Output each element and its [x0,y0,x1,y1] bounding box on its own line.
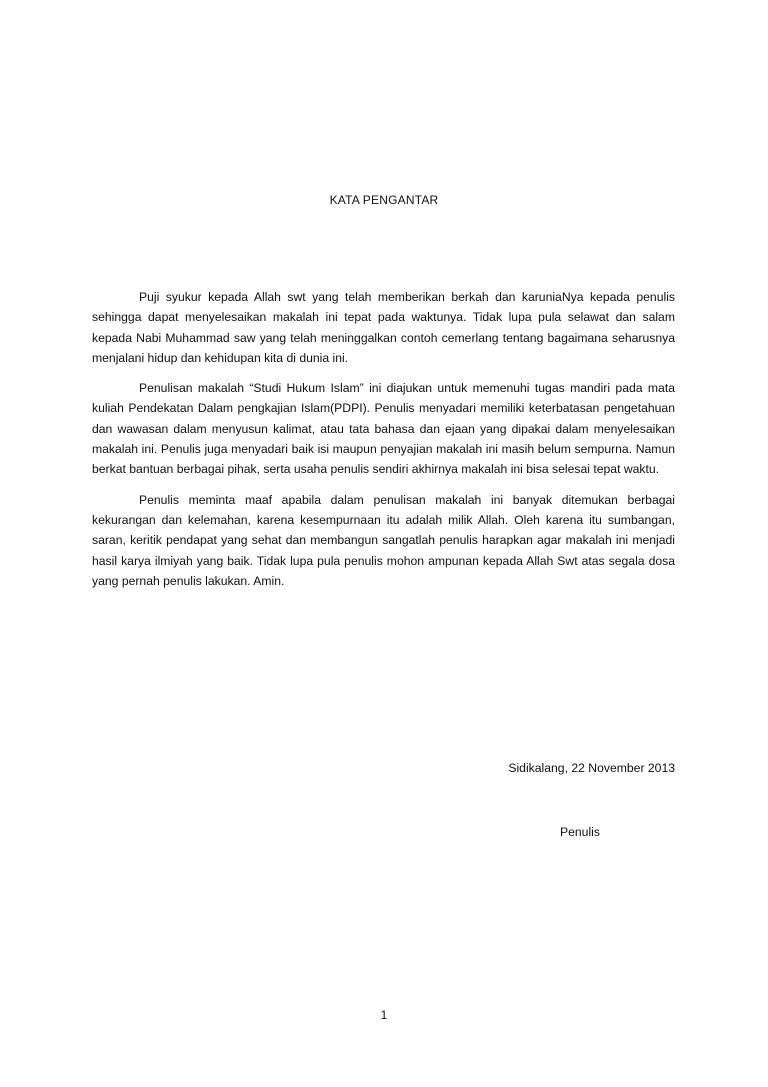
place-date: Sidikalang, 22 November 2013 [508,761,675,775]
page-number: 1 [380,1008,388,1022]
signer-label: Penulis [560,825,600,839]
page-title: KATA PENGANTAR [329,193,439,207]
document-body [92,287,675,601]
paragraph-3: Penulis meminta maaf apabila dalam penulisan makalah ini banyak ditemukan berbagai kekurangan dan kelemahan, karena kesempurnaan itu adalah milik Allah. Oleh karena itu sumbangan, saran, keritik pendapat yang sehat dan membangun sangatlah penulis harapkan agar makalah ini menjadi hasil karya ilmiyah yang baik. Tidak lupa pula penulis mohon ampunan kepada Allah Swt atas segala dosa yang pernah penulis lakukan. Amin. [92,492,675,588]
paragraph-1: Puji syukur kepada Allah swt yang telah memberikan berkah dan karuniaNya kepada penulis sehingga dapat menyelesaikan makalah ini tepat pada waktunya. Tidak lupa pula selawat dan salam kepada Nabi Muhammad saw yang telah meninggalkan contoh cemerlang tentang bagaimana seharusnya menjalani hidup dan kehidupan kita di dunia ini. [92,290,675,365]
paragraph-2: Penulisan makalah “Studi Hukum Islam” ini diajukan untuk memenuhi tugas mandiri pada mata kuliah Pendekatan Dalam pengkajian Islam(PDPI). Penulis menyadari memiliki keterbatasan pengetahuan dan wawasan dalam menyusun kalimat, atau tata bahasa dan ejaan yang dipakai dalam menyelesaikan makalah ini. Penulis juga menyadari baik isi maupun penyajian makalah ini masih belum sempurna. Namun berkat bantuan berbagai pihak, serta usaha penulis sendiri akhirnya makalah ini bisa selesai tepat waktu. [92,381,675,477]
